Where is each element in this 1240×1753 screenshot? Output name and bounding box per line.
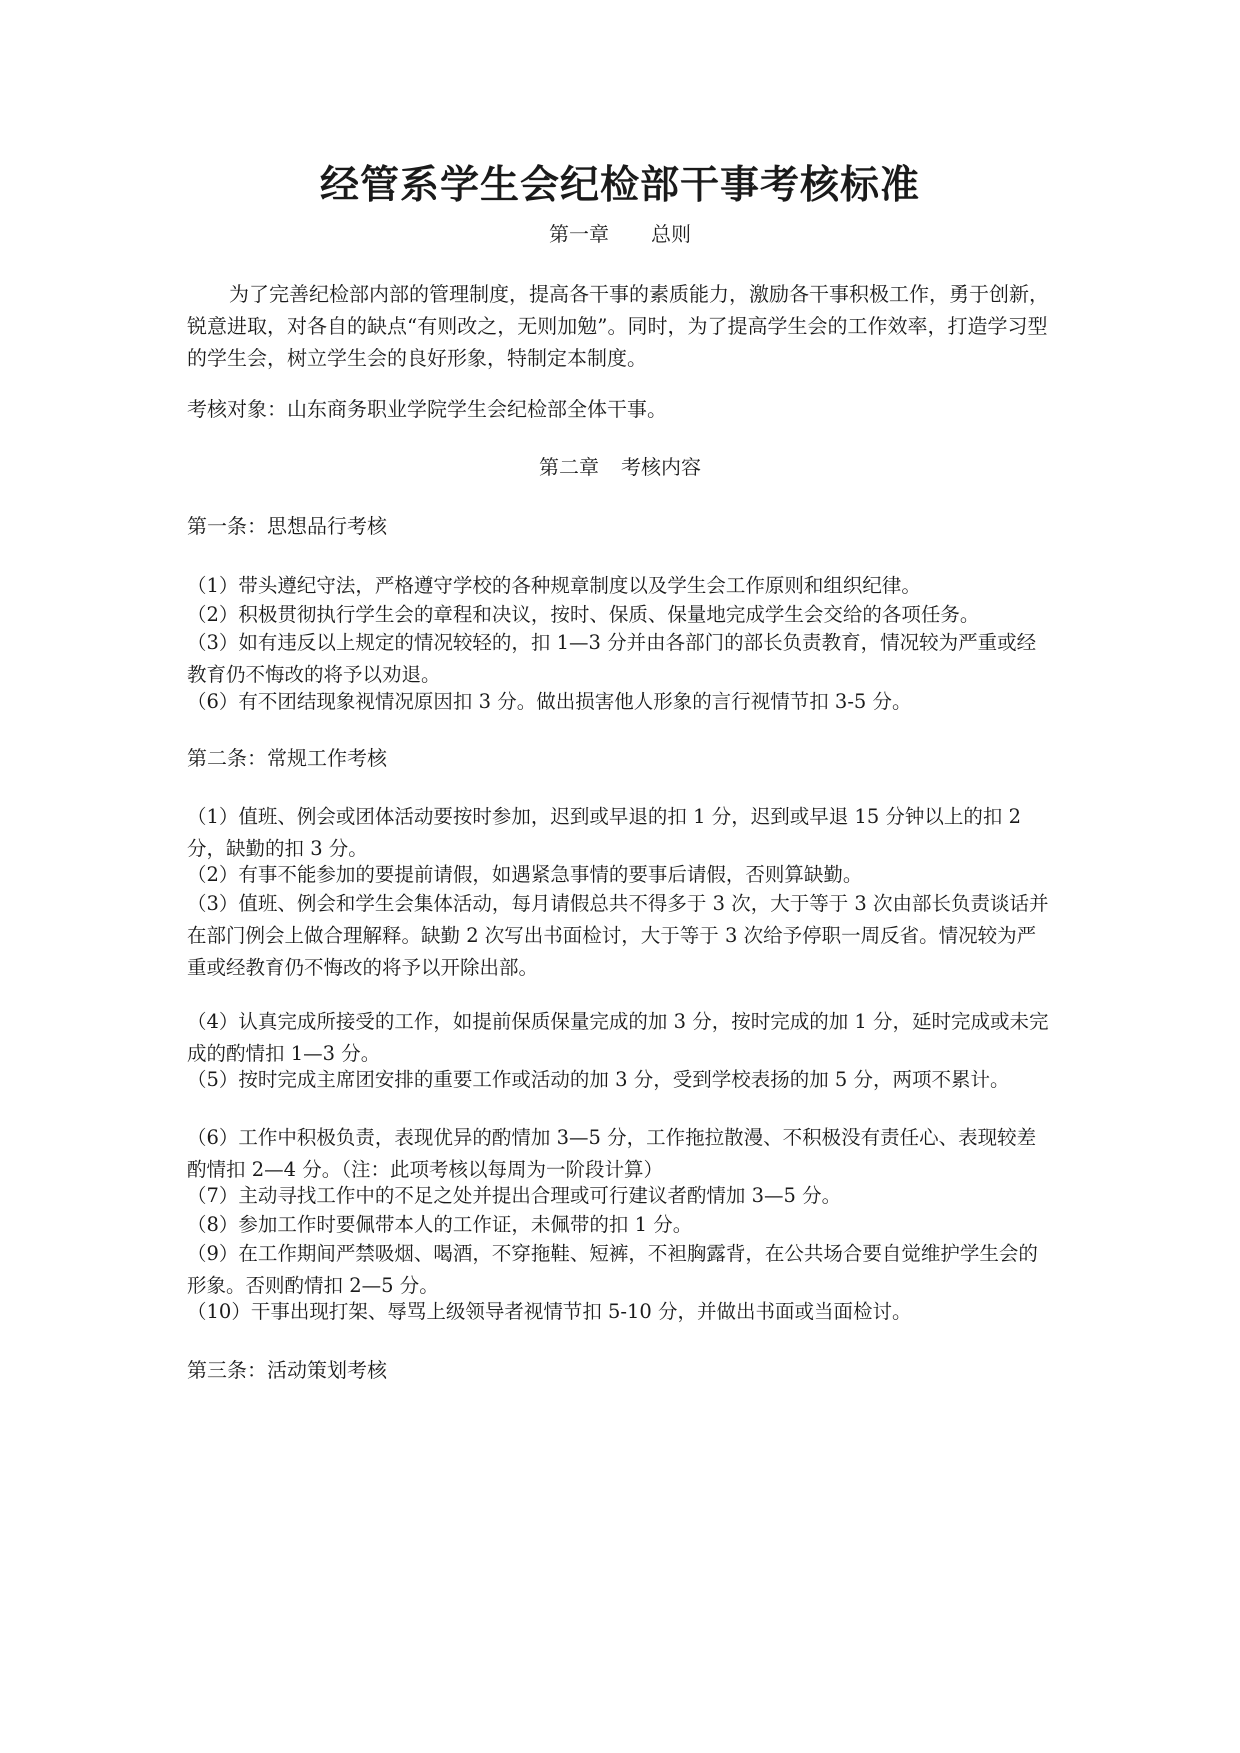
chapter-1-name: 总则 xyxy=(651,222,691,246)
assessment-target: 考核对象：山东商务职业学院学生会纪检部全体干事。 xyxy=(187,397,667,421)
article-1-item-1: （1）带头遵纪守法，严格遵守学校的各种规章制度以及学生会工作原则和组织纪律。 xyxy=(187,574,921,597)
chapter-1-heading xyxy=(187,220,1053,248)
article-2-item-3: （3）值班、例会和学生会集体活动，每月请假总共不得多于 3 次，大于等于 3 次由部长负责谈话并在部门例会上做合理解释。缺勤 2 次写出书面检讨，大于等于 3 次给予停职一周反省。情况较为严重或经教育仍不悔改的将予以开除出部。 xyxy=(187,892,1049,979)
intro-paragraph: 为了完善纪检部内部的管理制度，提高各干事的素质能力，激励各干事积极工作，勇于创新，锐意进取，对各自的缺点“有则改之，无则加勉”。同时，为了提高学生会的工作效率，打造学习型的学生会，树立学生会的良好形象，特制定本制度。 xyxy=(187,282,1049,370)
article-1-heading: 第一条：思想品行考核 xyxy=(187,514,387,538)
document-title: 经管系学生会纪检部干事考核标准 xyxy=(319,162,920,208)
article-1-item-6: （6）有不团结现象视情况原因扣 3 分。做出损害他人形象的言行视情节扣 3-5 分。 xyxy=(187,690,912,713)
article-2-item-5: （5）按时完成主席团安排的重要工作或活动的加 3 分，受到学校表扬的加 5 分，两项不累计。 xyxy=(187,1068,1010,1091)
article-2-heading: 第二条：常规工作考核 xyxy=(187,746,387,770)
chapter-2-heading xyxy=(187,453,1053,481)
chapter-2-number: 第二章 xyxy=(539,455,599,479)
article-2-item-4: （4）认真完成所接受的工作，如提前保质保量完成的加 3 分，按时完成的加 1 分，延时完成或未完成的酌情扣 1—3 分。 xyxy=(187,1010,1049,1065)
article-1-item-3: （3）如有违反以上规定的情况较轻的，扣 1—3 分并由各部门的部长负责教育，情况较为严重或经教育仍不悔改的将予以劝退。 xyxy=(187,631,1037,686)
article-1-item-2: （2）积极贯彻执行学生会的章程和决议，按时、保质、保量地完成学生会交给的各项任务。 xyxy=(187,603,980,626)
article-2-item-10: （10）干事出现打架、辱骂上级领导者视情节扣 5-10 分，并做出书面或当面检讨。 xyxy=(187,1300,912,1323)
article-2-item-9: （9）在工作期间严禁吸烟、喝酒，不穿拖鞋、短裤，不袒胸露背，在公共场合要自觉维护学生会的形象。否则酌情扣 2—5 分。 xyxy=(187,1242,1038,1297)
article-2-item-6: （6）工作中积极负责，表现优异的酌情加 3—5 分，工作拖拉散漫、不积极没有责任心、表现较差酌情扣 2—4 分。（注：此项考核以每周为一阶段计算） xyxy=(187,1126,1037,1181)
article-2-item-7: （7）主动寻找工作中的不足之处并提出合理或可行建议者酌情加 3—5 分。 xyxy=(187,1184,842,1207)
article-2-item-8: （8）参加工作时要佩带本人的工作证，未佩带的扣 1 分。 xyxy=(187,1213,693,1236)
article-2-item-2: （2）有事不能参加的要提前请假，如遇紧急事情的要事后请假，否则算缺勤。 xyxy=(187,863,863,886)
chapter-1-number: 第一章 xyxy=(549,222,609,246)
article-3-heading: 第三条：活动策划考核 xyxy=(187,1358,387,1382)
chapter-2-name: 考核内容 xyxy=(621,455,701,479)
article-2-item-1: （1）值班、例会或团体活动要按时参加，迟到或早退的扣 1 分，迟到或早退 15 分钟以上的扣 2 分，缺勤的扣 3 分。 xyxy=(187,805,1022,860)
